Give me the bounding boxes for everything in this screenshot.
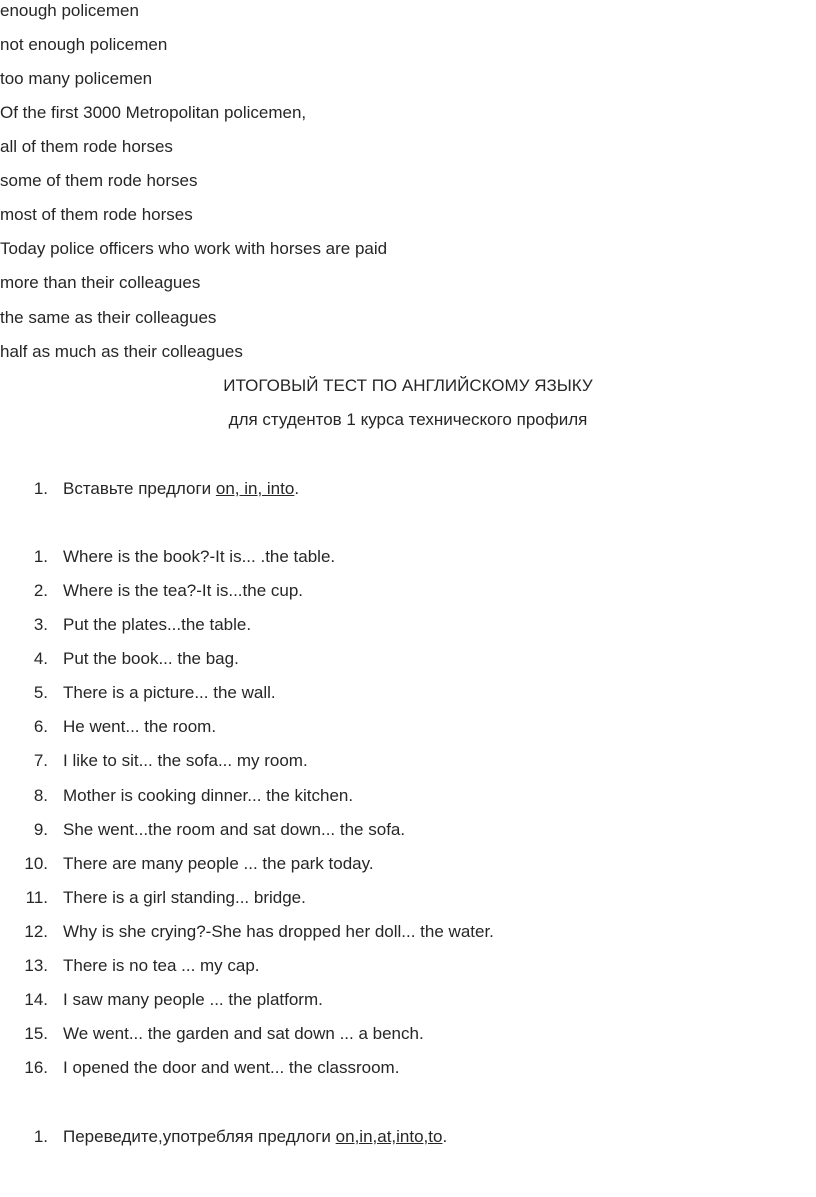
exercise-number: 8.: [33, 786, 48, 805]
option-line: the same as their colleagues: [0, 308, 217, 327]
exercise-text: There are many people ... the park today.: [63, 854, 374, 873]
option-line: half as much as their colleagues: [0, 342, 243, 361]
exercise-text: Why is she crying?-She has dropped her doll... the water.: [63, 922, 494, 941]
exercise-number: 7.: [33, 751, 48, 770]
test-title: ИТОГОВЫЙ ТЕСТ ПО АНГЛИЙСКОМУ ЯЗЫКУ: [223, 376, 593, 395]
exercise-number: 10.: [24, 854, 48, 873]
exercise-text: I opened the door and went... the classroom.: [63, 1058, 400, 1077]
exercise-text: I saw many people ... the platform.: [63, 990, 323, 1009]
exercise-number: 1.: [33, 547, 48, 566]
exercise-text: He went... the room.: [63, 717, 217, 736]
option-line: most of them rode horses: [0, 205, 193, 224]
option-line: too many policemen: [0, 69, 153, 88]
task-text: Вставьте предлоги on, in, into.: [63, 479, 300, 498]
exercise-text: Where is the tea?-It is...the cup.: [63, 581, 304, 600]
exercise-number: 3.: [33, 615, 48, 634]
option-line: enough policemen: [0, 1, 139, 20]
exercise-text: She went...the room and sat down... the sofa.: [63, 820, 406, 839]
exercise-number: 12.: [24, 922, 48, 941]
exercise-number: 6.: [33, 717, 48, 736]
exercise-text: Put the plates...the table.: [63, 615, 252, 634]
exercise-text: I like to sit... the sofa... my room.: [63, 751, 308, 770]
exercise-number: 5.: [33, 683, 48, 702]
prepositions-list: on,in,at,into,to: [335, 1127, 443, 1146]
question-line: Of the first 3000 Metropolitan policemen,: [0, 103, 307, 122]
exercise-text: Mother is cooking dinner... the kitchen.: [63, 786, 354, 805]
exercise-text: There is a girl standing... bridge.: [63, 888, 306, 907]
exercise-number: 11.: [25, 888, 48, 907]
exercise-number: 4.: [33, 649, 48, 668]
task-number: 1.: [33, 1127, 48, 1146]
exercise-text: There is a picture... the wall.: [63, 683, 276, 702]
option-line: some of them rode horses: [0, 171, 198, 190]
option-line: all of them rode horses: [0, 137, 173, 156]
exercise-number: 14.: [24, 990, 48, 1009]
task-text: Переведите,употребляя предлоги on,in,at,into,to.: [63, 1127, 448, 1146]
exercise-number: 15.: [24, 1024, 48, 1043]
exercise-number: 9.: [33, 820, 48, 839]
prepositions-list: on, in, into: [215, 479, 295, 498]
question-line: Today police officers who work with horses are paid: [0, 239, 388, 258]
exercise-text: There is no tea ... my cap.: [63, 956, 260, 975]
exercise-text: We went... the garden and sat down ... a bench.: [63, 1024, 424, 1043]
exercise-number: 16.: [24, 1058, 48, 1077]
option-line: more than their colleagues: [0, 273, 201, 292]
task-number: 1.: [33, 479, 48, 498]
exercise-text: Put the book... the bag.: [63, 649, 239, 668]
exercise-text: Where is the book?-It is... .the table.: [63, 547, 336, 566]
test-subtitle: для студентов 1 курса технического профиля: [228, 410, 588, 429]
option-line: not enough policemen: [0, 35, 168, 54]
exercise-number: 13.: [24, 956, 48, 975]
exercise-number: 2.: [33, 581, 48, 600]
